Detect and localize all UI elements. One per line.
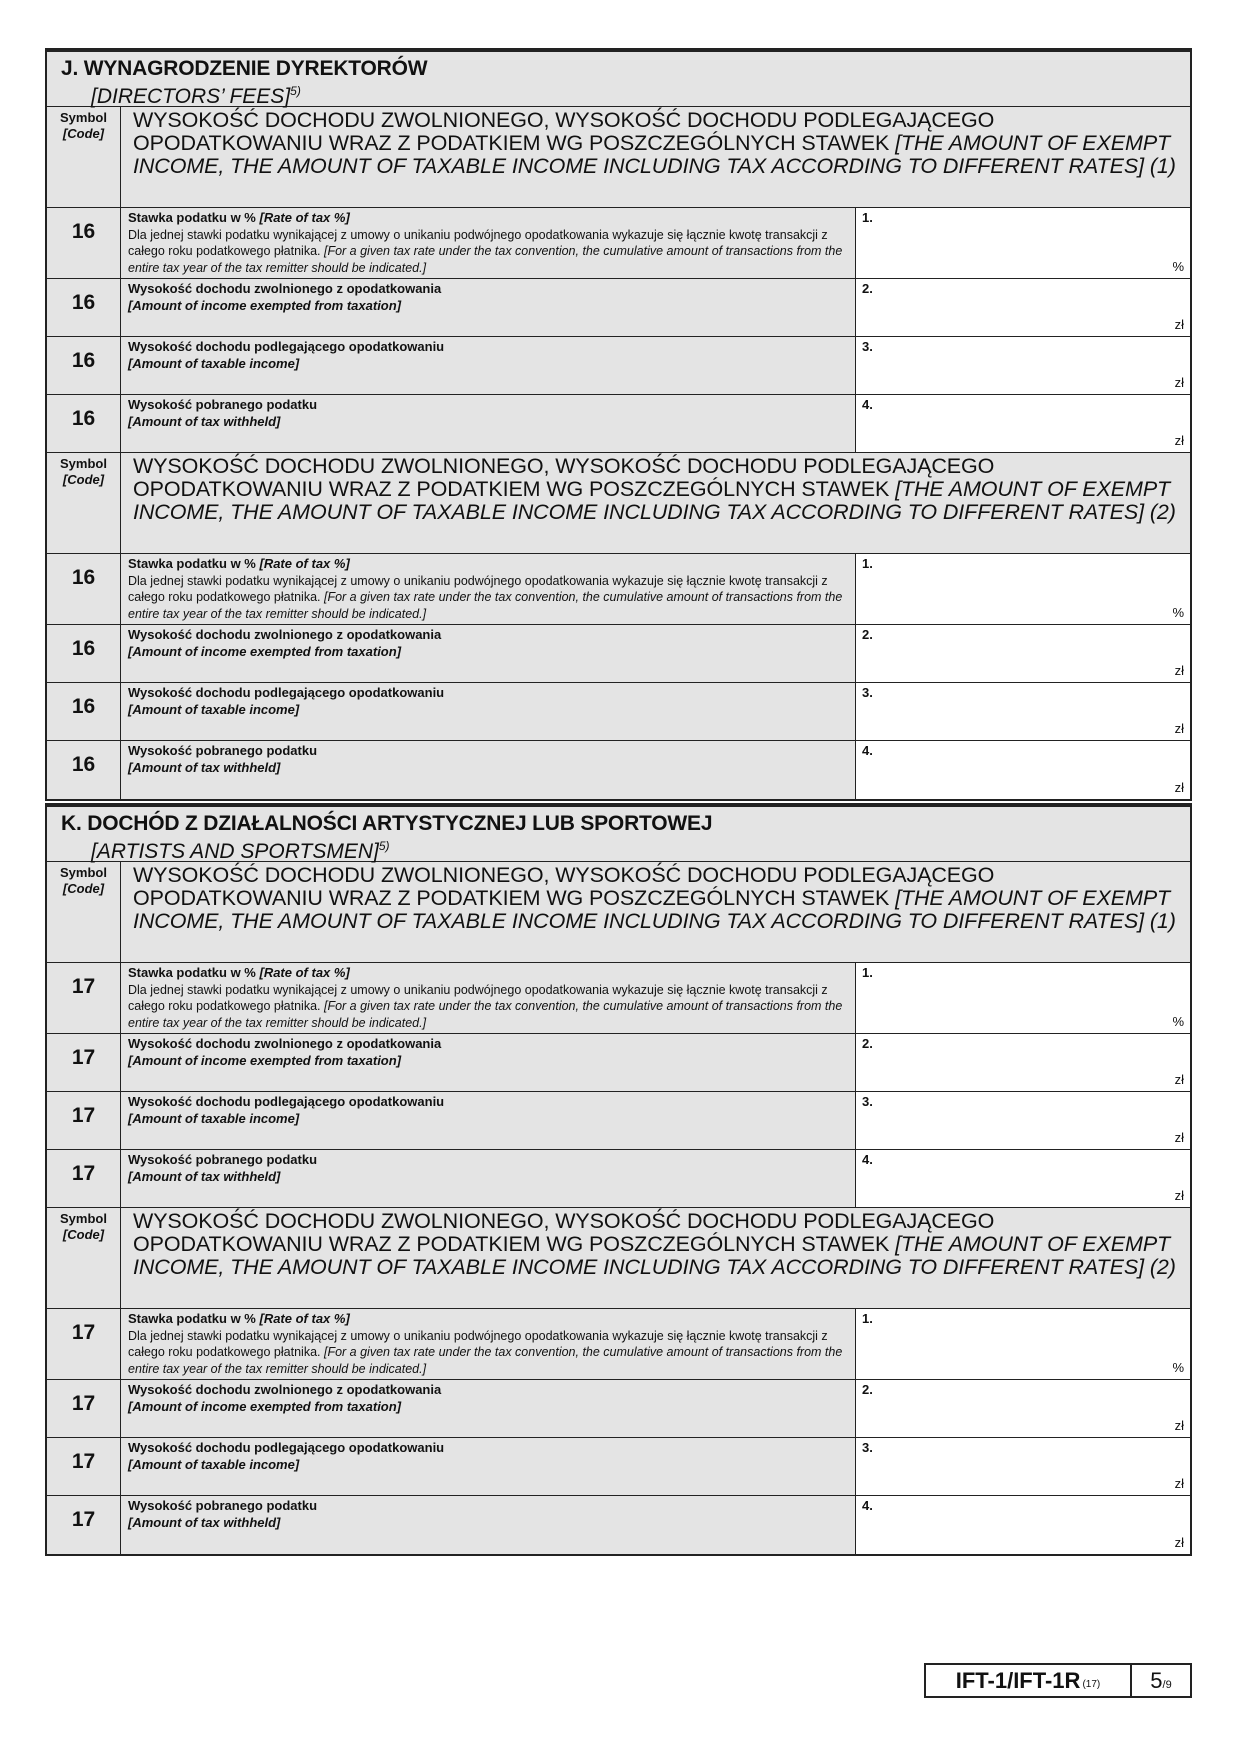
field-label-pl bbox=[128, 1094, 849, 1111]
row-code: 16 bbox=[47, 279, 121, 336]
input-field[interactable] bbox=[856, 1034, 1190, 1091]
field-label-en: [Amount of taxable income] bbox=[128, 1456, 300, 1472]
field-label-en: [Rate of tax %] bbox=[259, 556, 350, 571]
field-label-pl bbox=[128, 1382, 849, 1399]
field-note-en: [For a given tax rate under the tax convention, the cumulative amount of transactions from the entire tax year of the tax remitter should be indicated.] bbox=[128, 590, 843, 621]
section-header bbox=[47, 52, 1190, 107]
field-unit: % bbox=[1172, 605, 1184, 620]
field-label-pl-text: Wysokość pobranego podatku bbox=[128, 743, 318, 758]
field-unit: zł bbox=[1174, 1130, 1184, 1145]
form-row bbox=[47, 1380, 1190, 1438]
group-header bbox=[47, 1208, 1190, 1309]
form-page bbox=[45, 48, 1192, 1556]
footnote-ref: 5) bbox=[378, 839, 390, 853]
section-subtitle bbox=[61, 80, 1178, 108]
field-label-pl bbox=[128, 1036, 849, 1053]
input-field[interactable] bbox=[856, 625, 1190, 682]
row-description bbox=[121, 1309, 856, 1379]
group-title-pl: WYSOKOŚĆ DOCHODU ZWOLNIONEGO, WYSOKOŚĆ DOCHODU PODLEGAJĄCEGO OPODATKOWANIU WRAZ Z PODATKIEM WG POSZCZEGÓLNYCH STAWEK bbox=[133, 1209, 995, 1256]
section-1 bbox=[45, 803, 1192, 1556]
symbol-column-header bbox=[47, 862, 121, 962]
field-note bbox=[128, 1328, 849, 1378]
field-label-en: [Amount of income exempted from taxation] bbox=[128, 1398, 402, 1414]
row-code: 17 bbox=[47, 1150, 121, 1207]
field-label-pl-text: Stawka podatku w % bbox=[128, 210, 260, 225]
row-code: 17 bbox=[47, 1496, 121, 1554]
field-number: 2. bbox=[862, 281, 873, 296]
group-title bbox=[121, 107, 1190, 207]
group-title-pl: WYSOKOŚĆ DOCHODU ZWOLNIONEGO, WYSOKOŚĆ DOCHODU PODLEGAJĄCEGO OPODATKOWANIU WRAZ Z PODATKIEM WG POSZCZEGÓLNYCH STAWEK bbox=[133, 863, 995, 910]
form-row bbox=[47, 208, 1190, 279]
input-field[interactable] bbox=[856, 337, 1190, 394]
row-description bbox=[121, 1438, 856, 1495]
field-number: 3. bbox=[862, 685, 873, 700]
form-version: (17) bbox=[1082, 1679, 1101, 1690]
input-field[interactable] bbox=[856, 1092, 1190, 1149]
row-code: 16 bbox=[47, 208, 121, 278]
row-code: 16 bbox=[47, 625, 121, 682]
row-description bbox=[121, 1034, 856, 1091]
group-title-en: [THE AMOUNT OF EXEMPT INCOME, THE AMOUNT OF TAXABLE INCOME INCLUDING TAX ACCORDING TO DIFFERENT RATES] (1) bbox=[133, 131, 1176, 178]
symbol-label-en: [Code] bbox=[62, 126, 105, 141]
form-row bbox=[47, 1092, 1190, 1150]
field-label-pl-text: Wysokość dochodu podlegającego opodatkowaniu bbox=[128, 1440, 445, 1455]
group-title bbox=[121, 1208, 1190, 1308]
page-current: 5 bbox=[1150, 1667, 1163, 1693]
field-number: 2. bbox=[862, 627, 873, 642]
field-label-pl-text: Wysokość dochodu podlegającego opodatkowaniu bbox=[128, 685, 445, 700]
row-code: 16 bbox=[47, 683, 121, 740]
field-unit: zł bbox=[1174, 1072, 1184, 1087]
field-label-pl bbox=[128, 1152, 849, 1169]
field-unit: zł bbox=[1174, 721, 1184, 736]
group-header bbox=[47, 862, 1190, 963]
input-field[interactable] bbox=[856, 1309, 1190, 1379]
row-description bbox=[121, 1496, 856, 1554]
field-number: 2. bbox=[862, 1036, 873, 1051]
input-field[interactable] bbox=[856, 279, 1190, 336]
row-code: 17 bbox=[47, 1438, 121, 1495]
field-note bbox=[128, 227, 849, 277]
field-number: 1. bbox=[862, 210, 873, 225]
symbol-label-en: [Code] bbox=[62, 1227, 105, 1242]
field-number: 3. bbox=[862, 339, 873, 354]
field-number: 1. bbox=[862, 1311, 873, 1326]
row-code: 16 bbox=[47, 741, 121, 799]
field-label-pl-text: Wysokość dochodu zwolnionego z opodatkowania bbox=[128, 1382, 442, 1397]
field-label-pl-text: Stawka podatku w % bbox=[128, 556, 260, 571]
field-note bbox=[128, 982, 849, 1032]
row-code: 16 bbox=[47, 554, 121, 624]
field-unit: zł bbox=[1174, 663, 1184, 678]
input-field[interactable] bbox=[856, 1150, 1190, 1207]
section-header bbox=[47, 807, 1190, 862]
row-description bbox=[121, 963, 856, 1033]
field-label-en: [Amount of income exempted from taxation] bbox=[128, 297, 402, 313]
form-row bbox=[47, 279, 1190, 337]
field-unit: zł bbox=[1174, 1418, 1184, 1433]
input-field[interactable] bbox=[856, 1438, 1190, 1495]
group-title-pl: WYSOKOŚĆ DOCHODU ZWOLNIONEGO, WYSOKOŚĆ DOCHODU PODLEGAJĄCEGO OPODATKOWANIU WRAZ Z PODATKIEM WG POSZCZEGÓLNYCH STAWEK bbox=[133, 454, 995, 501]
input-field[interactable] bbox=[856, 395, 1190, 452]
form-row bbox=[47, 337, 1190, 395]
symbol-label: Symbol bbox=[60, 865, 107, 880]
section-subtitle-text: [DIRECTORS’ FEES] bbox=[91, 85, 291, 108]
field-label-en: [Amount of taxable income] bbox=[128, 355, 300, 371]
field-label-pl-text: Wysokość pobranego podatku bbox=[128, 397, 318, 412]
group-title bbox=[121, 453, 1190, 553]
row-description bbox=[121, 279, 856, 336]
field-note-en: [For a given tax rate under the tax convention, the cumulative amount of transactions from the entire tax year of the tax remitter should be indicated.] bbox=[128, 999, 843, 1030]
input-field[interactable] bbox=[856, 963, 1190, 1033]
field-label-pl bbox=[128, 1440, 849, 1457]
field-number: 1. bbox=[862, 965, 873, 980]
footnote-ref: 5) bbox=[290, 84, 301, 98]
form-row bbox=[47, 1496, 1190, 1554]
section-title: K. DOCHÓD Z DZIAŁALNOŚCI ARTYSTYCZNEJ LUB SPORTOWEJ bbox=[61, 812, 713, 835]
field-label-pl-text: Wysokość dochodu zwolnionego z opodatkowania bbox=[128, 627, 442, 642]
field-unit: zł bbox=[1174, 433, 1184, 448]
section-subtitle bbox=[61, 835, 1178, 863]
row-code: 17 bbox=[47, 963, 121, 1033]
field-number: 4. bbox=[862, 743, 873, 758]
field-note bbox=[128, 573, 849, 623]
field-unit: zł bbox=[1174, 1476, 1184, 1491]
form-row bbox=[47, 554, 1190, 625]
field-label-pl bbox=[128, 1311, 849, 1328]
field-unit: zł bbox=[1174, 375, 1184, 390]
input-field[interactable] bbox=[856, 683, 1190, 740]
field-number: 1. bbox=[862, 556, 873, 571]
field-unit: zł bbox=[1174, 317, 1184, 332]
form-row bbox=[47, 1309, 1190, 1380]
field-number: 3. bbox=[862, 1094, 873, 1109]
field-label-en: [Rate of tax %] bbox=[259, 965, 350, 980]
section-0 bbox=[45, 48, 1192, 801]
field-label-pl-text: Wysokość dochodu zwolnionego z opodatkowania bbox=[128, 1036, 442, 1051]
input-field[interactable] bbox=[856, 208, 1190, 278]
field-label-pl bbox=[128, 339, 849, 356]
input-field[interactable] bbox=[856, 741, 1190, 799]
group-header bbox=[47, 453, 1190, 554]
group-title-en: [THE AMOUNT OF EXEMPT INCOME, THE AMOUNT OF TAXABLE INCOME INCLUDING TAX ACCORDING TO DIFFERENT RATES] (2) bbox=[133, 477, 1176, 524]
row-code: 17 bbox=[47, 1309, 121, 1379]
row-description bbox=[121, 625, 856, 682]
field-number: 3. bbox=[862, 1440, 873, 1455]
row-code: 17 bbox=[47, 1092, 121, 1149]
row-description bbox=[121, 1092, 856, 1149]
field-label-en: [Amount of tax withheld] bbox=[128, 1514, 281, 1530]
field-unit: zł bbox=[1174, 1188, 1184, 1203]
row-description bbox=[121, 1150, 856, 1207]
field-label-pl bbox=[128, 281, 849, 298]
field-label-pl bbox=[128, 685, 849, 702]
field-unit: zł bbox=[1174, 1535, 1184, 1550]
form-row bbox=[47, 395, 1190, 453]
symbol-column-header bbox=[47, 107, 121, 207]
symbol-label-en: [Code] bbox=[62, 472, 105, 487]
symbol-column-header bbox=[47, 453, 121, 553]
field-label-en: [Amount of tax withheld] bbox=[128, 1168, 281, 1184]
symbol-label: Symbol bbox=[60, 1211, 107, 1226]
field-label-pl-text: Wysokość dochodu podlegającego opodatkowaniu bbox=[128, 1094, 445, 1109]
field-number: 4. bbox=[862, 397, 873, 412]
page-number bbox=[1132, 1665, 1190, 1696]
field-label-pl bbox=[128, 556, 849, 573]
row-description bbox=[121, 554, 856, 624]
group-title-pl: WYSOKOŚĆ DOCHODU ZWOLNIONEGO, WYSOKOŚĆ DOCHODU PODLEGAJĄCEGO OPODATKOWANIU WRAZ Z PODATKIEM WG POSZCZEGÓLNYCH STAWEK bbox=[133, 108, 995, 155]
field-unit: % bbox=[1172, 1360, 1184, 1375]
symbol-column-header bbox=[47, 1208, 121, 1308]
form-row bbox=[47, 683, 1190, 741]
input-field[interactable] bbox=[856, 554, 1190, 624]
field-label-en: [Amount of taxable income] bbox=[128, 701, 300, 717]
field-label-pl bbox=[128, 210, 849, 227]
field-label-en: [Amount of taxable income] bbox=[128, 1110, 300, 1126]
input-field[interactable] bbox=[856, 1380, 1190, 1437]
field-unit: % bbox=[1172, 259, 1184, 274]
row-description bbox=[121, 337, 856, 394]
form-row bbox=[47, 963, 1190, 1034]
field-note-en: [For a given tax rate under the tax convention, the cumulative amount of transactions from the entire tax year of the tax remitter should be indicated.] bbox=[128, 244, 843, 275]
field-number: 4. bbox=[862, 1152, 873, 1167]
field-label-pl bbox=[128, 1498, 849, 1515]
row-code: 17 bbox=[47, 1034, 121, 1091]
field-note-pl: Dla jednej stawki podatku wynikającej z umowy o unikaniu podwójnego opodatkowania wykazuje się łącznie kwotę transakcji z całego roku podatkowego płatnika. bbox=[128, 573, 828, 604]
field-note-pl: Dla jednej stawki podatku wynikającej z umowy o unikaniu podwójnego opodatkowania wykazuje się łącznie kwotę transakcji z całego roku podatkowego płatnika. bbox=[128, 227, 828, 258]
form-id bbox=[926, 1665, 1132, 1696]
row-description bbox=[121, 395, 856, 452]
field-label-en: [Rate of tax %] bbox=[259, 1311, 350, 1326]
row-description bbox=[121, 741, 856, 799]
field-label-pl bbox=[128, 743, 849, 760]
form-row bbox=[47, 1034, 1190, 1092]
form-row bbox=[47, 1150, 1190, 1208]
row-description bbox=[121, 208, 856, 278]
row-code: 16 bbox=[47, 395, 121, 452]
row-description bbox=[121, 1380, 856, 1437]
field-label-pl bbox=[128, 397, 849, 414]
field-label-pl bbox=[128, 965, 849, 982]
symbol-label: Symbol bbox=[60, 456, 107, 471]
section-subtitle-text: [ARTISTS AND SPORTSMEN] bbox=[91, 840, 379, 863]
symbol-label: Symbol bbox=[60, 110, 107, 125]
field-label-pl-text: Wysokość pobranego podatku bbox=[128, 1152, 318, 1167]
field-label-en: [Amount of tax withheld] bbox=[128, 413, 281, 429]
field-label-pl-text: Stawka podatku w % bbox=[128, 965, 260, 980]
field-unit: zł bbox=[1174, 780, 1184, 795]
field-note-en: [For a given tax rate under the tax convention, the cumulative amount of transactions from the entire tax year of the tax remitter should be indicated.] bbox=[128, 1345, 843, 1376]
group-title-en: [THE AMOUNT OF EXEMPT INCOME, THE AMOUNT OF TAXABLE INCOME INCLUDING TAX ACCORDING TO DIFFERENT RATES] (1) bbox=[133, 886, 1176, 933]
field-label-en: [Amount of income exempted from taxation] bbox=[128, 643, 402, 659]
row-code: 16 bbox=[47, 337, 121, 394]
form-footer bbox=[924, 1663, 1192, 1698]
field-number: 4. bbox=[862, 1498, 873, 1513]
field-label-en: [Amount of income exempted from taxation] bbox=[128, 1052, 402, 1068]
field-label-pl-text: Wysokość dochodu zwolnionego z opodatkowania bbox=[128, 281, 442, 296]
form-id-label: IFT-1/IFT-1R bbox=[955, 1667, 1081, 1693]
field-note-pl: Dla jednej stawki podatku wynikającej z umowy o unikaniu podwójnego opodatkowania wykazuje się łącznie kwotę transakcji z całego roku podatkowego płatnika. bbox=[128, 1328, 828, 1359]
group-title bbox=[121, 862, 1190, 962]
row-description bbox=[121, 683, 856, 740]
field-number: 2. bbox=[862, 1382, 873, 1397]
input-field[interactable] bbox=[856, 1496, 1190, 1554]
form-row bbox=[47, 625, 1190, 683]
section-title: J. WYNAGRODZENIE DYREKTORÓW bbox=[61, 57, 428, 80]
group-title-en: [THE AMOUNT OF EXEMPT INCOME, THE AMOUNT OF TAXABLE INCOME INCLUDING TAX ACCORDING TO DIFFERENT RATES] (2) bbox=[133, 1232, 1176, 1279]
row-code: 17 bbox=[47, 1380, 121, 1437]
field-label-pl-text: Stawka podatku w % bbox=[128, 1311, 260, 1326]
form-row bbox=[47, 1438, 1190, 1496]
symbol-label-en: [Code] bbox=[62, 881, 105, 896]
form-row bbox=[47, 741, 1190, 799]
field-unit: % bbox=[1172, 1014, 1184, 1029]
field-label-pl bbox=[128, 627, 849, 644]
field-label-en: [Amount of tax withheld] bbox=[128, 759, 281, 775]
field-label-pl-text: Wysokość pobranego podatku bbox=[128, 1498, 318, 1513]
field-label-en: [Rate of tax %] bbox=[259, 210, 350, 225]
page-total: /9 bbox=[1162, 1678, 1172, 1691]
field-note-pl: Dla jednej stawki podatku wynikającej z umowy o unikaniu podwójnego opodatkowania wykazuje się łącznie kwotę transakcji z całego roku podatkowego płatnika. bbox=[128, 982, 828, 1013]
group-header bbox=[47, 107, 1190, 208]
field-label-pl-text: Wysokość dochodu podlegającego opodatkowaniu bbox=[128, 339, 445, 354]
